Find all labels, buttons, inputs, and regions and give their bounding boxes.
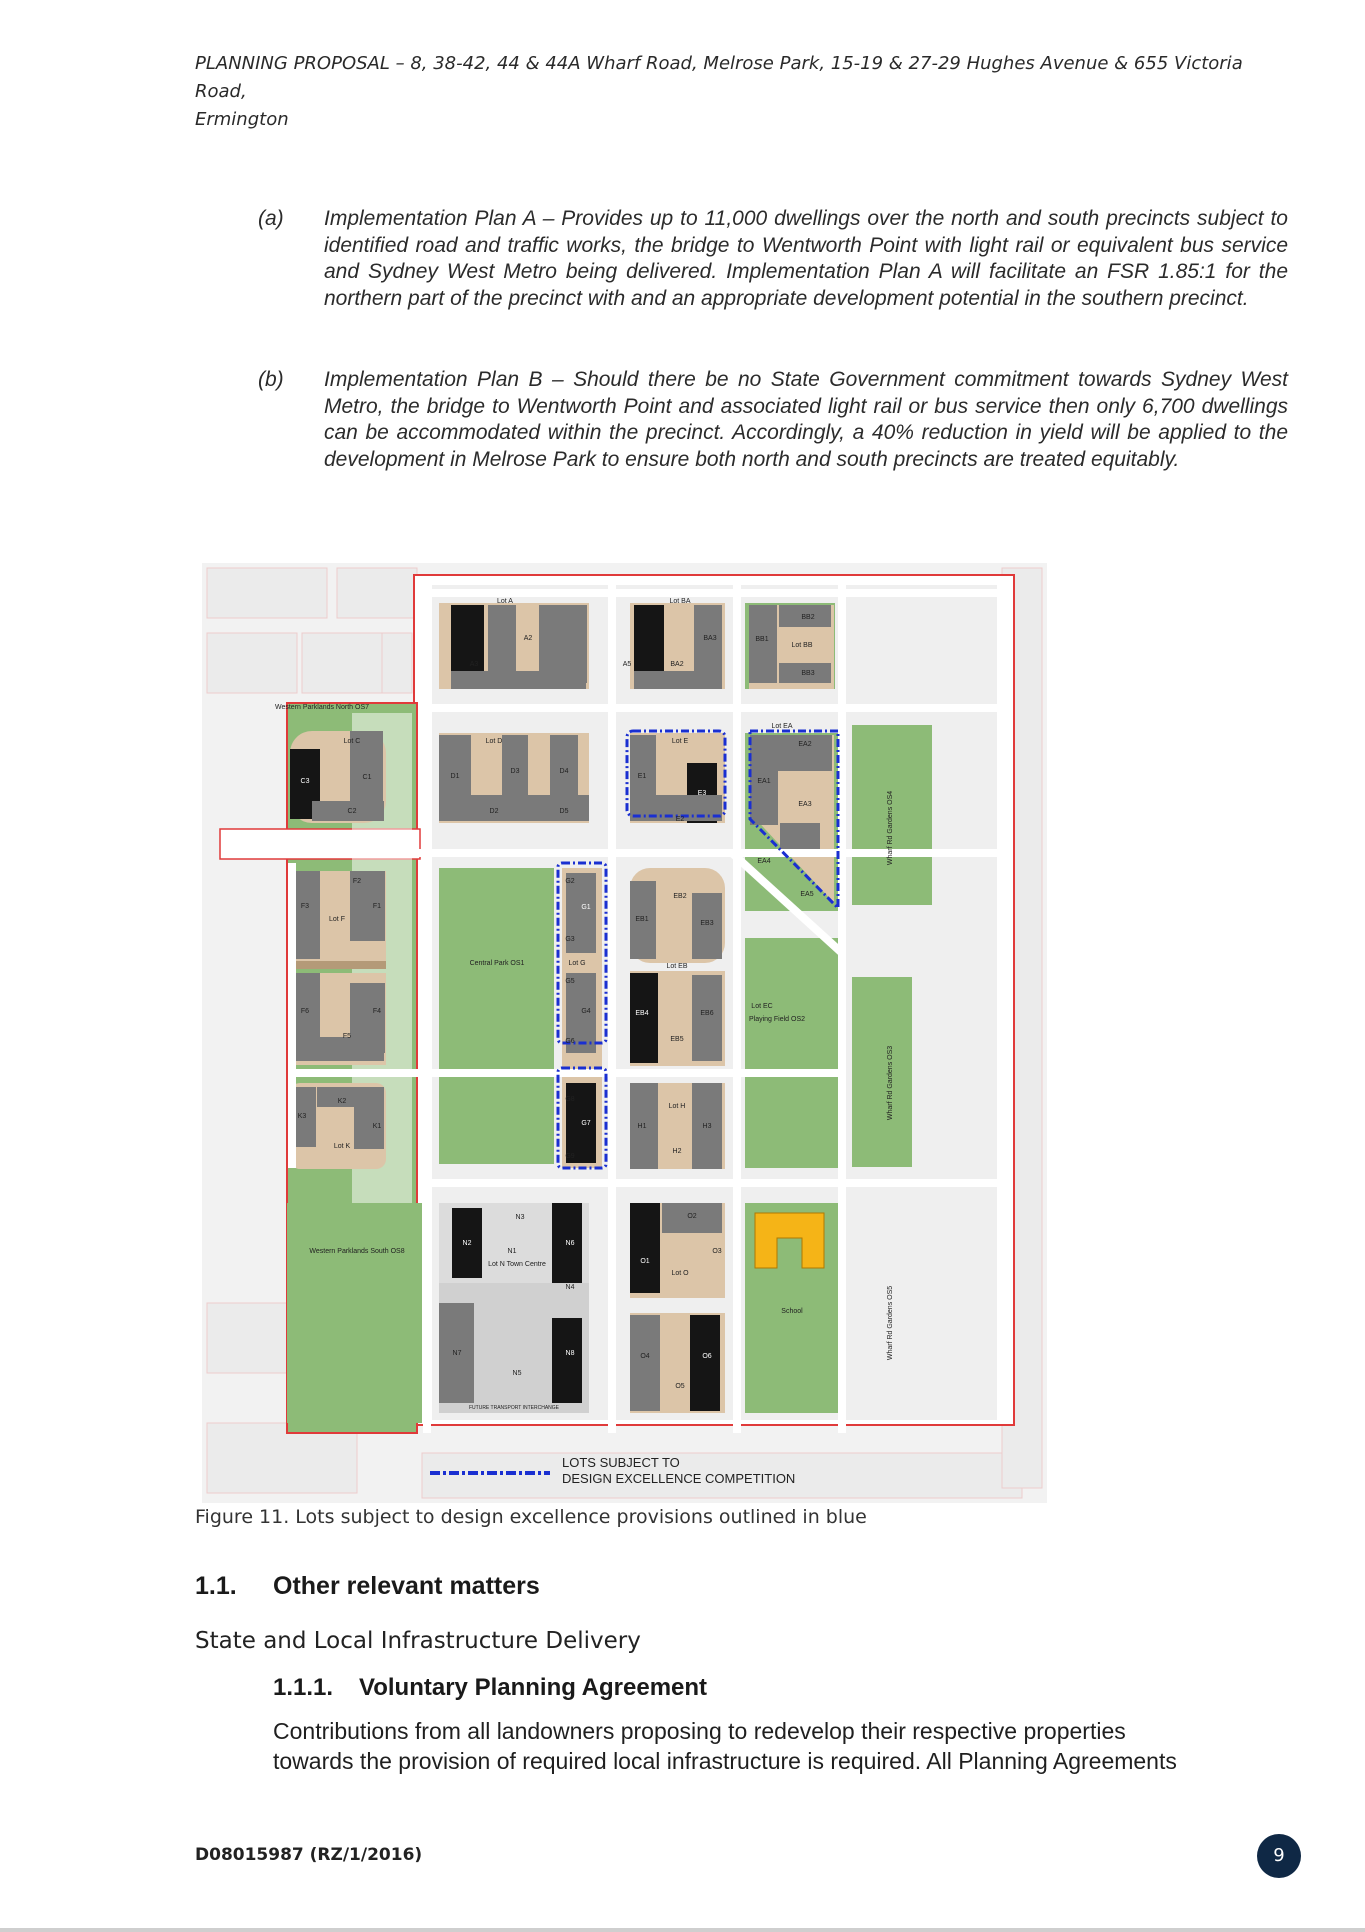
map-label: Lot H xyxy=(668,1103,686,1110)
map-label: F3 xyxy=(300,903,310,910)
site-plan-map xyxy=(202,563,1047,1503)
map-label: O1 xyxy=(640,1258,650,1265)
map-label: EA2 xyxy=(798,741,812,748)
map-label: E3 xyxy=(697,790,707,797)
map-label: O2 xyxy=(687,1213,697,1220)
map-label: EA3 xyxy=(798,801,812,808)
map-label: EB5 xyxy=(670,1036,684,1043)
paragraph-line-1: Contributions from all landowners proposing to redevelop their respective properties xyxy=(273,1718,1126,1744)
map-label: Lot EA xyxy=(771,723,793,730)
map-label: F4 xyxy=(372,1008,382,1015)
legend-text-1: LOTS SUBJECT TO xyxy=(562,1455,680,1470)
map-label: Lot O xyxy=(671,1270,689,1277)
map-label: F5 xyxy=(342,1033,352,1040)
map-label: E1 xyxy=(637,773,647,780)
map-label: School xyxy=(781,1308,803,1315)
map-label: BB3 xyxy=(801,670,815,677)
map-label: Lot C xyxy=(343,738,361,745)
map-label: D5 xyxy=(559,808,569,815)
map-label: BA3 xyxy=(703,635,717,642)
legend-text-2: DESIGN EXCELLENCE COMPETITION xyxy=(562,1471,796,1486)
map-label: D4 xyxy=(559,768,569,775)
map-label: G6 xyxy=(565,1038,575,1045)
map-label: A2 xyxy=(523,635,533,642)
map-label: Lot N Town Centre xyxy=(488,1261,546,1268)
map-label: EB6 xyxy=(700,1010,714,1017)
map-label: G4 xyxy=(581,1008,591,1015)
list-item-label: (a) xyxy=(258,207,284,230)
map-label: N2 xyxy=(462,1240,472,1247)
map-label: Central Park OS1 xyxy=(469,960,525,967)
footer-doc-id: D08015987 (RZ/1/2016) xyxy=(195,1845,423,1865)
subsection-number: 1.1.1. xyxy=(273,1674,334,1701)
map-label: EA5 xyxy=(800,891,814,898)
map-label: Lot BA xyxy=(669,598,691,605)
map-label: EB4 xyxy=(635,1010,649,1017)
map-label: H1 xyxy=(637,1123,647,1130)
map-label: C2 xyxy=(347,808,357,815)
map-label: N7 xyxy=(452,1350,462,1357)
map-label: D2 xyxy=(489,808,499,815)
map-label: Lot K xyxy=(333,1143,351,1150)
map-label: O6 xyxy=(702,1353,712,1360)
map-label: O5 xyxy=(675,1383,685,1390)
map-label: BB1 xyxy=(755,636,769,643)
subsection-title: Voluntary Planning Agreement xyxy=(359,1674,708,1701)
map-label: N4 xyxy=(565,1284,575,1291)
map-label: Wharf Rd Gardens OS5 xyxy=(887,1285,894,1361)
body-paragraph xyxy=(273,1716,1293,1776)
map-label: EB3 xyxy=(700,920,714,927)
map-label: K3 xyxy=(297,1113,307,1120)
map-label: G3 xyxy=(565,936,575,943)
paragraph-line-2: towards the provision of required local infrastructure is required. All Planning Agreements xyxy=(273,1748,1177,1774)
map-label: A5 xyxy=(622,661,632,668)
figure-caption: Figure 11. Lots subject to design excellence provisions outlined in blue xyxy=(195,1506,867,1528)
page-number: 9 xyxy=(1257,1834,1301,1878)
map-label: F2 xyxy=(352,878,362,885)
map-label: C1 xyxy=(362,774,372,781)
map-label: Lot A xyxy=(497,598,513,605)
map-label: N1 xyxy=(507,1248,517,1255)
map-label: EA1 xyxy=(757,778,771,785)
map-label: EB1 xyxy=(635,916,649,923)
map-label: Lot F xyxy=(329,916,345,923)
list-item-text: Implementation Plan B – Should there be no State Government commitment towards Sydney West Metro, the bridge to Wentworth Point and associated light rail or bus service then only 6,700 dwellings can be accommodated within the precinct. Accordingly, a 40% reduction in yield will be applied to the development in Melrose Park to ensure both north and south precincts are treated equitably. xyxy=(324,368,1288,471)
map-label: C3 xyxy=(300,778,310,785)
bottom-divider xyxy=(0,1928,1365,1932)
map-label: Playing Field OS2 xyxy=(748,1016,806,1023)
map-label: G1 xyxy=(581,904,591,911)
subsection-heading xyxy=(273,1674,707,1702)
map-label: H2 xyxy=(672,1148,682,1155)
map-label: N6 xyxy=(565,1240,575,1247)
map-label: Wharf Rd Gardens OS4 xyxy=(887,790,894,866)
list-item-text: Implementation Plan A – Provides up to 11,000 dwellings over the north and south precincts subject to identified road and traffic works, the bridge to Wentworth Point with light rail or equivalent bus service and Sydney West Metro being delivered. Implementation Plan A will facilitate an FSR 1.85:1 for the northern part of the precinct with and an appropriate development potential in the southern precinct. xyxy=(324,207,1288,310)
map-label: Western Parklands South OS8 xyxy=(309,1248,405,1255)
map-label: BA2 xyxy=(670,661,684,668)
subheading: State and Local Infrastructure Delivery xyxy=(195,1628,641,1654)
map-label: G2 xyxy=(565,878,575,885)
map-label: O3 xyxy=(712,1248,722,1255)
map-label: Lot EC xyxy=(751,1003,773,1010)
map-label: G8 xyxy=(565,1096,575,1103)
map-label: F6 xyxy=(300,1008,310,1015)
section-title: Other relevant matters xyxy=(273,1572,540,1600)
map-label: Lot EB xyxy=(666,963,688,970)
map-label: BB2 xyxy=(801,614,815,621)
map-label: Western Parklands North OS7 xyxy=(274,704,370,711)
map-label: Lot D xyxy=(485,738,503,745)
map-label: D3 xyxy=(510,768,520,775)
map-label: Lot G xyxy=(568,960,586,967)
map-label: G5 xyxy=(565,978,575,985)
map-label: H3 xyxy=(702,1123,712,1130)
header-line-2: Ermington xyxy=(195,109,289,130)
map-label: N3 xyxy=(515,1214,525,1221)
map-label: G9 xyxy=(565,1153,575,1160)
map-label: EA4 xyxy=(757,858,771,865)
map-label: N5 xyxy=(512,1370,522,1377)
map-label: EB2 xyxy=(673,893,687,900)
map-label: Wharf Rd Gardens OS3 xyxy=(887,1045,894,1121)
header-line-1: PLANNING PROPOSAL – 8, 38-42, 44 & 44A Wharf Road, Melrose Park, 15-19 & 27-29 Hughes Avenue & 655 Victoria Road, xyxy=(195,53,1243,102)
page-header xyxy=(195,50,1295,134)
map-label: F1 xyxy=(372,903,382,910)
section-heading xyxy=(195,1572,540,1601)
map-label: G7 xyxy=(581,1120,591,1127)
site-plan-figure xyxy=(202,563,1047,1503)
map-label: Lot E xyxy=(671,738,689,745)
map-label: D1 xyxy=(450,773,460,780)
map-label: A3 xyxy=(469,661,479,668)
map-label: K2 xyxy=(337,1098,347,1105)
map-label: O4 xyxy=(640,1353,650,1360)
map-label: E2 xyxy=(675,816,685,823)
map-label: Lot BB xyxy=(791,642,813,649)
map-label: N8 xyxy=(565,1350,575,1357)
section-number: 1.1. xyxy=(195,1572,237,1600)
map-label: K1 xyxy=(372,1123,382,1130)
list-item-label: (b) xyxy=(258,368,284,391)
map-label: FUTURE TRANSPORT INTERCHANGE xyxy=(468,1405,560,1411)
